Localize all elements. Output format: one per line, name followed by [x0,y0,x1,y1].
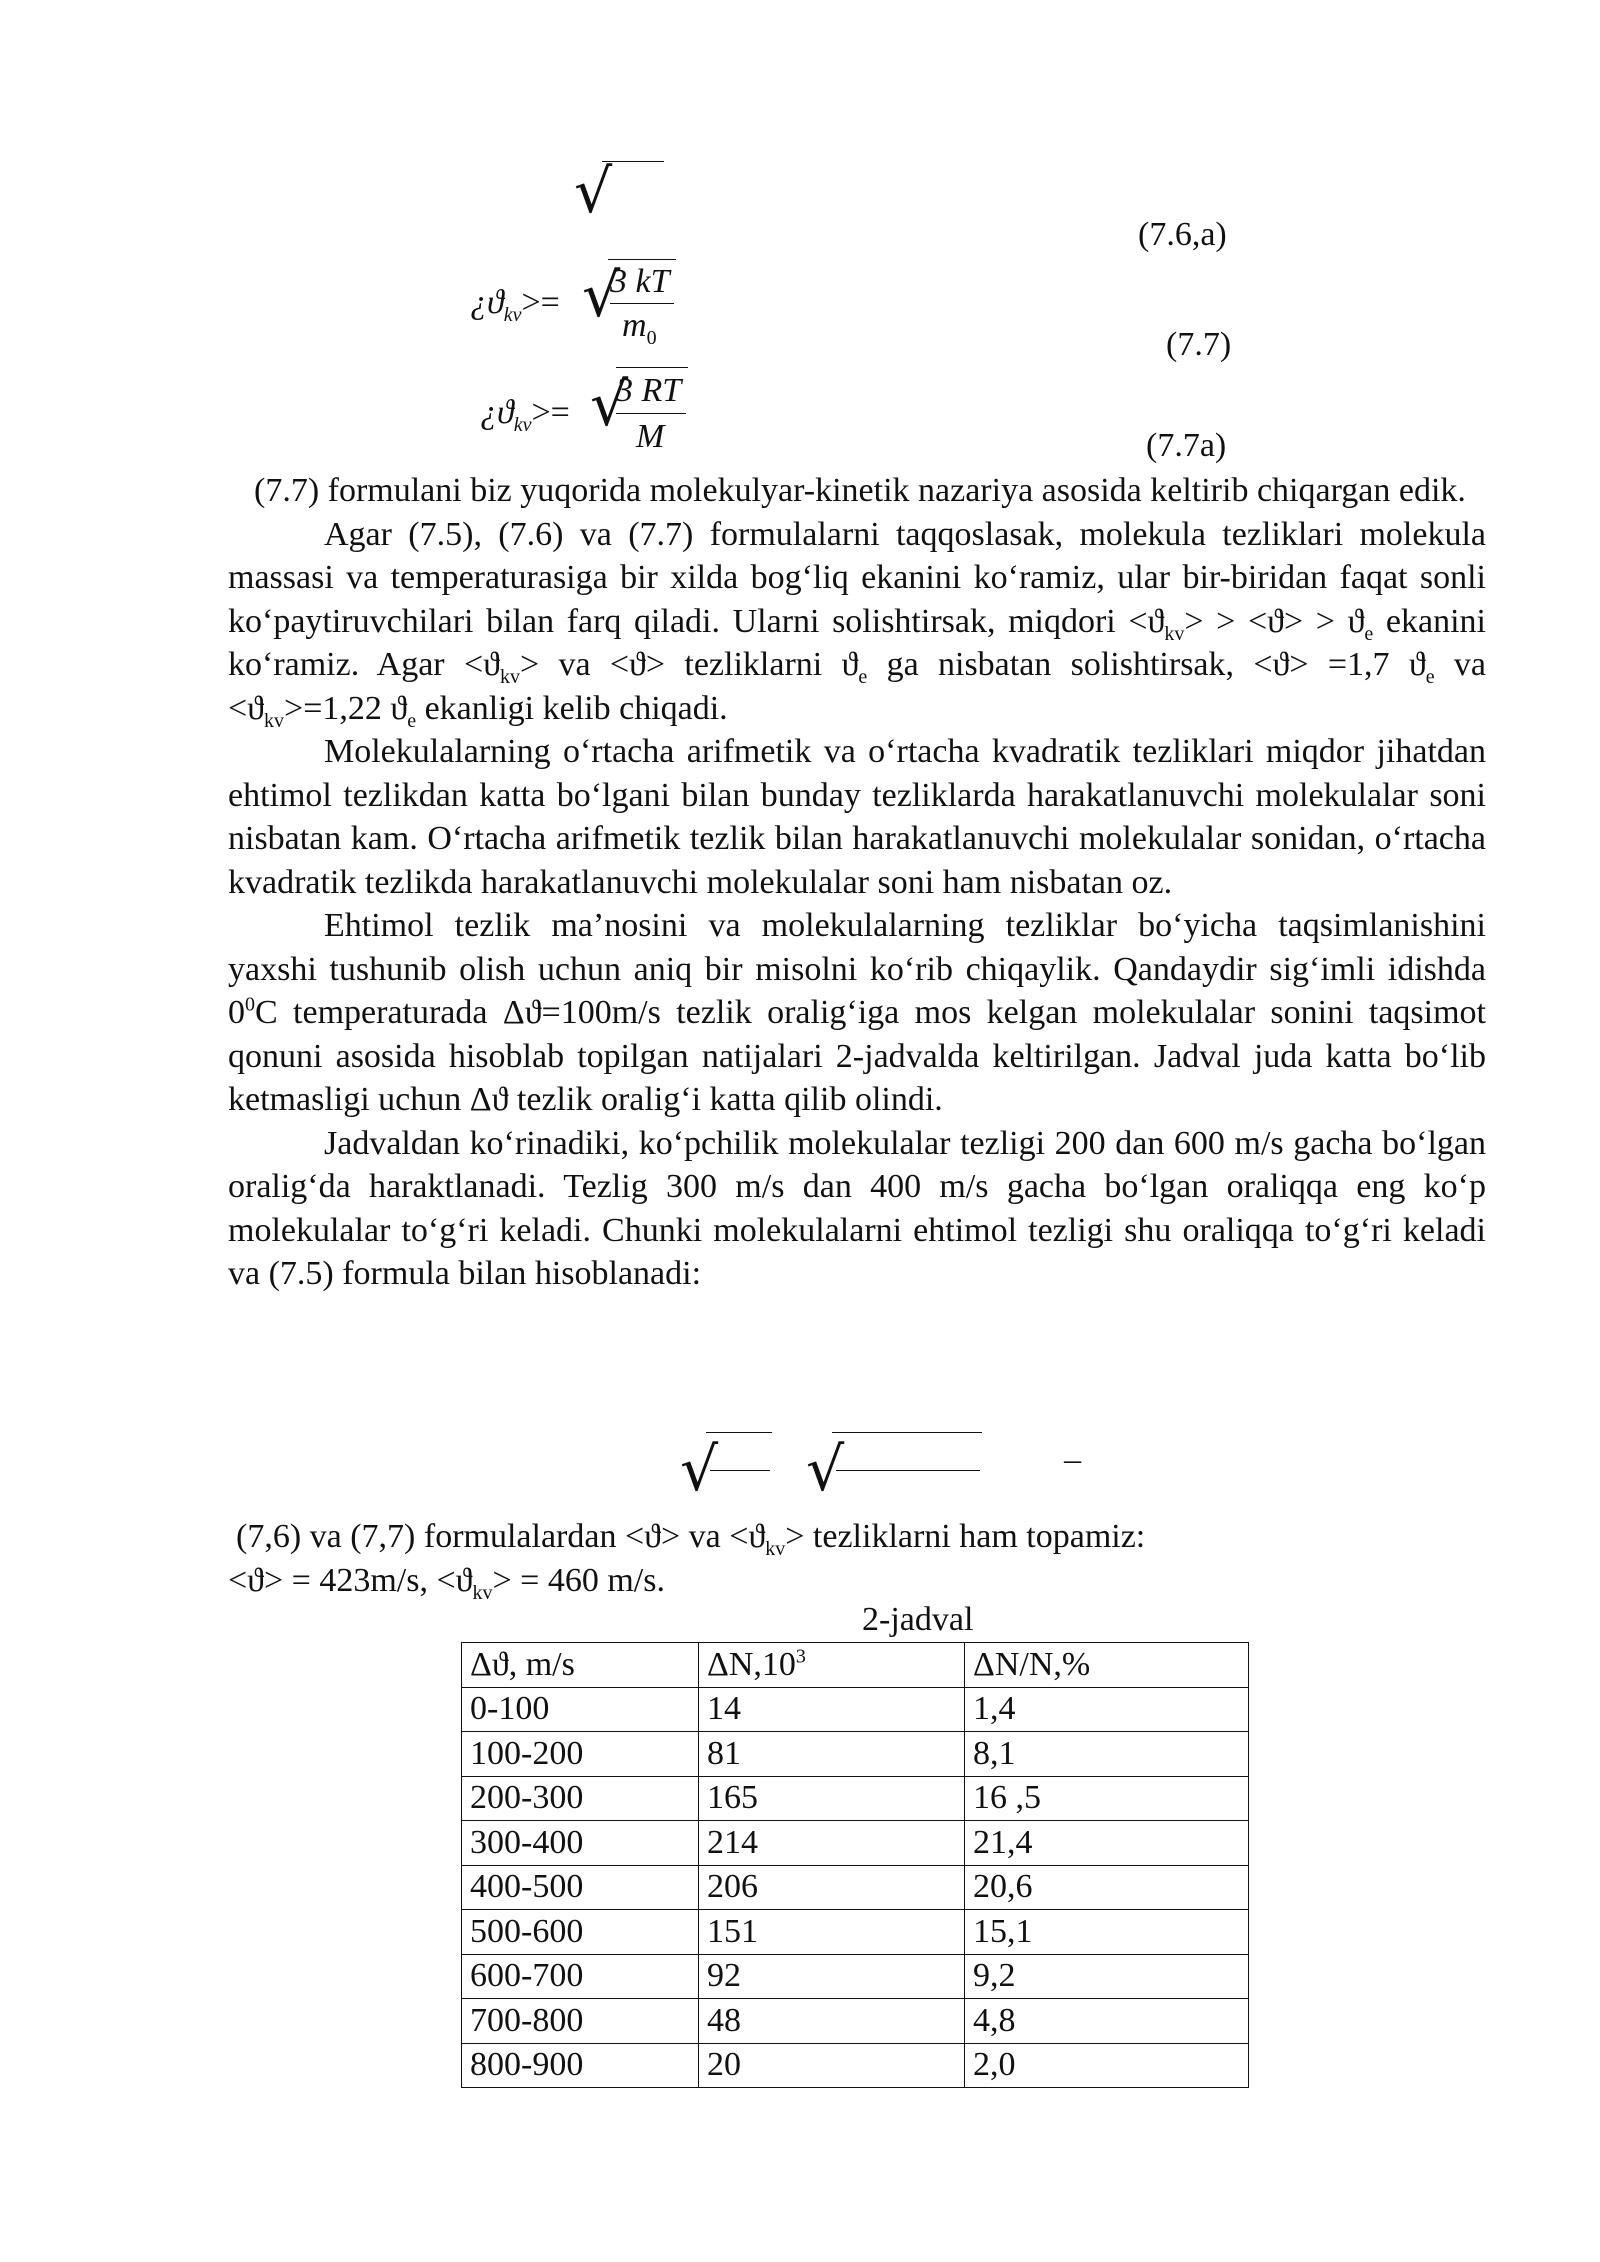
table-cell: 9,2 [965,1954,1249,1999]
table-cell: 1,4 [965,1687,1249,1732]
table-caption: 2-jadval [862,1601,974,1638]
sqrt-sign: √ [806,1435,845,1505]
paragraph: Agar (7.5), (7.6) va (7.7) formulalarni taqqoslasak, molekula tezliklari molekula massasi va temperaturasiga bir xilda bog‘liq ekanini ko‘ramiz, ular bir-biridan faqat sonli ko‘paytiruvchilari bilan farq qiladi. Ularni solishtirsak, miqdori $<ϑ_{kv}> > <ϑ> > ϑ_e$ ekanini ko‘ramiz. Agar $<ϑ_{kv}>$ va <ϑ> tezliklarni $ϑ_e$ ga nisbatan solishtirsak, <ϑ> =1,7 $ϑ_e$ va $<ϑ_{kv}>=1,22$ $ϑ_e$ ekanligi kelib chiqadi. [228,515,1487,732]
table-row [462,1687,1249,1732]
table-cell: 16 ,5 [965,1776,1249,1821]
paragraph: Ehtimol tezlik ma’nosini va molekulalarning tezliklar bo‘yicha taqsimlanishini yaxshi tushunib olish uchun aniq bir misolni ko‘rib chiqaylik. Qandaydir sig‘imli idishda $0^0C$ temperaturada Δϑ=100m/s tezlik oralig‘iga mos kelgan molekulalar sonini taqsimot qonuni asosida hisoblab topilgan natijalari 2-jadvalda keltirilgan. Jadval juda katta bo‘lib ketmasligi uchun Δϑ tezlik oralig‘i katta qilib olindi. [228,907,1486,1118]
data-table [461,1642,1249,2088]
fraction-denominator: $m_0$ [622,307,657,349]
table-cell: 214 [699,1821,965,1866]
table-cell: 21,4 [965,1821,1249,1866]
fraction-line [710,1470,770,1471]
dash: – [1064,1441,1081,1478]
table-cell: 300-400 [462,1821,699,1866]
header-cell: $\Delta N,10^3$ [699,1643,965,1688]
sqrt-sign: √ [582,261,621,331]
table-cell: 206 [699,1865,965,1910]
table-row [462,1821,1249,1866]
table-cell: 700-800 [462,1999,699,2044]
header-cell: Δϑ, m/s [462,1643,699,1688]
table-cell: 200-300 [462,1776,699,1821]
table-cell: 4,8 [965,1999,1249,2044]
fraction-line [836,1470,980,1471]
table-row [462,1865,1249,1910]
table-cell: 20,6 [965,1865,1249,1910]
table-cell: 92 [699,1954,965,1999]
radical-vinculum [608,259,676,260]
sqrt-sign: √ [680,1435,719,1505]
table-row [462,1732,1249,1777]
paragraph: Jadvaldan ko‘rinadiki, ko‘pchilik molekulalar tezligi 200 dan 600 m/s gacha bo‘lgan oralig‘da haraktlanadi. Tezlig 300 m/s dan 400 m/s gacha bo‘lgan oraliqqa eng ko‘p molekulalar to‘g‘ri keladi. Chunki molekulalarni ehtimol tezligi shu oraliqqa to‘g‘ri keladi va (7.5) formula bilan hisoblanadi: [228,1124,1486,1292]
paragraph: (7,6) va (7,7) formulalardan <ϑ> va $<ϑ_{kv}>$ tezliklarni ham topamiz: [236,1518,1146,1560]
table-cell: 8,1 [965,1732,1249,1777]
table-header-row [462,1643,1249,1688]
table-cell: 14 [699,1687,965,1732]
table-cell: 400-500 [462,1865,699,1910]
equation-number: (7.7) [1166,326,1232,363]
header-cell: ΔN/N,% [965,1643,1249,1688]
equation-lhs: ¿$ϑ_{kv}>=$ [480,394,570,436]
fraction-line [610,303,674,304]
fraction-line [616,413,686,414]
fraction-numerator: 3 RT [616,372,682,409]
table-cell: 165 [699,1776,965,1821]
table-cell: 100-200 [462,1732,699,1777]
table-row [462,2043,1249,2088]
table-cell: 600-700 [462,1954,699,1999]
paragraph: Molekulalarning o‘rtacha arifmetik va o‘rtacha kvadratik tezliklari miqdor jihatdan ehtimol tezlikdan katta bo‘lgani bilan bunday tezliklarda harakatlanuvchi molekulalar soni nisbatan kam. O‘rtacha arifmetik tezlik bilan harakatlanuvchi molekulalar sonidan, o‘rtacha kvadratik tezlikda harakatlanuvchi molekulalar soni ham nisbatan oz. [228,733,1486,901]
body-text-upper [228,469,1486,1296]
sqrt-sign: √ [574,157,613,227]
table-cell: 151 [699,1910,965,1955]
radical-vinculum [706,1432,772,1433]
fraction-denominator: M [636,418,665,455]
paragraph: (7.7) formulani biz yuqorida molekulyar-kinetik nazariya asosida keltirib chiqargan edik. [254,472,1466,509]
radical-vinculum [616,367,688,368]
table-cell: 500-600 [462,1910,699,1955]
radical-vinculum [832,1432,982,1433]
table-cell: 0-100 [462,1687,699,1732]
fraction-numerator: 3 kT [610,263,670,300]
table-cell: 15,1 [965,1910,1249,1955]
sqrt-sign: √ [590,370,629,440]
table-cell: 20 [699,2043,965,2088]
table-cell: 2,0 [965,2043,1249,2088]
table-row [462,1954,1249,1999]
radical-vinculum [602,161,664,162]
body-text-lower [228,1515,1486,1602]
equation-lhs: ¿$ϑ_{kv}>=$ [470,284,560,326]
table-cell: 800-900 [462,2043,699,2088]
table-cell: 48 [699,1999,965,2044]
paragraph: <ϑ> = 423m/s, $<ϑ_{kv}> = 460$ m/s. [228,1561,665,1604]
equation-number: (7.7a) [1146,427,1227,464]
table-cell: 81 [699,1732,965,1777]
table-row [462,1910,1249,1955]
table-row [462,1776,1249,1821]
table-row [462,1999,1249,2044]
equation-number: (7.6,a) [1138,216,1227,253]
